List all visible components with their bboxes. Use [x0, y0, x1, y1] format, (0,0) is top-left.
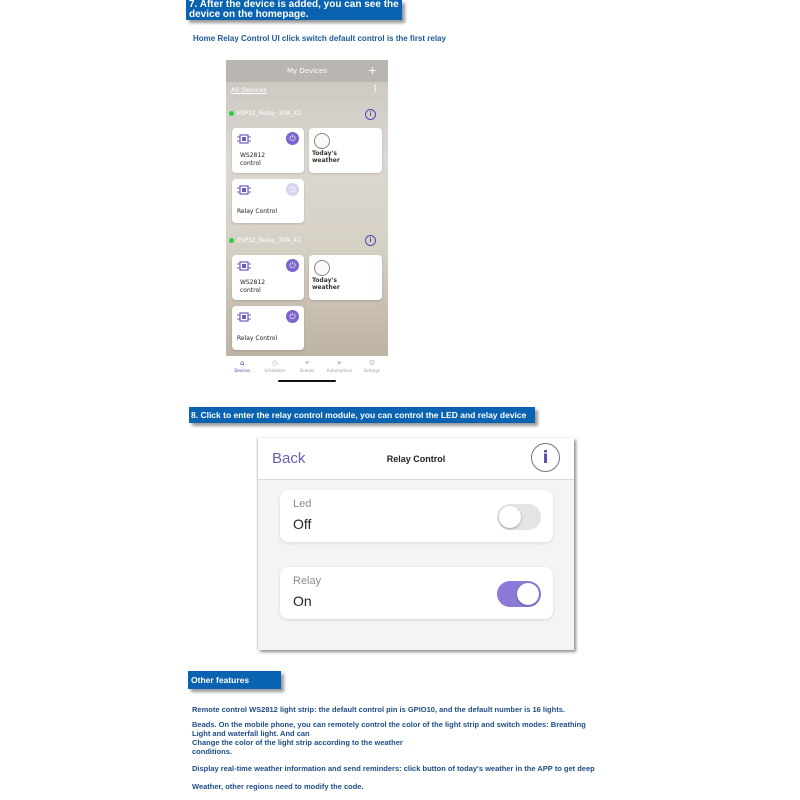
weather-label	[312, 277, 340, 291]
nav-label: Automations	[326, 368, 353, 373]
chip-icon	[237, 260, 251, 272]
online-dot-icon	[229, 111, 234, 116]
weather-icon	[314, 260, 330, 276]
home-icon: ⌂	[239, 359, 245, 367]
relay-label: Relay	[293, 575, 322, 587]
info-icon[interactable]: i	[531, 443, 560, 472]
step7-banner-line2: device on the homepage.	[189, 9, 309, 20]
scenes-icon: ✦	[304, 359, 310, 367]
my-devices-title: My Devices	[287, 67, 327, 75]
back-button[interactable]: Back	[272, 450, 306, 467]
device-group-header	[229, 110, 301, 117]
relay-control-label: Relay Control	[237, 208, 278, 215]
feature-paragraph: Display real-time weather information and send reminders: click button of today's weather in the APP to get deep	[192, 764, 595, 773]
online-dot-icon	[229, 238, 234, 243]
relay-control-card[interactable]	[232, 179, 304, 223]
all-devices-link[interactable]: All Devices	[231, 86, 267, 94]
nav-devices[interactable]	[226, 356, 258, 384]
relay-value: On	[293, 593, 312, 609]
power-icon[interactable]: ⏻	[286, 310, 299, 323]
feature-line: Change the color of the light strip according to the weather	[192, 738, 403, 747]
bottom-nav	[226, 356, 388, 384]
chip-icon	[237, 311, 251, 323]
nav-label: Settings	[363, 368, 381, 373]
power-icon[interactable]: ⏻	[286, 132, 299, 145]
step7-banner	[186, 0, 402, 20]
step7-banner-line1: 7. After the device is added, you can see the	[189, 0, 399, 10]
ws2812-card[interactable]	[232, 128, 304, 173]
feature-line: Light and waterfall light. And can	[192, 729, 310, 738]
send-icon: ➤	[336, 359, 343, 367]
feature-paragraph: Weather, other regions need to modify the code.	[192, 782, 364, 791]
more-icon[interactable]: ⋮	[371, 84, 379, 93]
step7-subtitle: Home Relay Control UI click switch default control is the first relay	[193, 34, 446, 43]
relay-control-card[interactable]	[232, 306, 304, 350]
weather-card[interactable]	[309, 128, 382, 173]
weather-label-line1: Today's	[312, 277, 337, 284]
toggle-knob	[499, 506, 521, 528]
weather-card[interactable]	[309, 255, 382, 300]
led-label: Led	[293, 498, 312, 510]
nav-settings[interactable]	[356, 356, 388, 384]
nav-label: Scenes	[299, 368, 315, 373]
device-group-header	[229, 237, 301, 244]
plus-icon[interactable]: +	[367, 64, 377, 77]
nav-label: Schedules	[264, 368, 285, 373]
weather-label-line2: weather	[312, 157, 340, 164]
power-icon[interactable]: ⏻	[286, 183, 299, 196]
ws2812-label-line1: WS2812	[240, 279, 266, 286]
phone-header	[226, 60, 388, 82]
ws2812-label	[240, 279, 265, 295]
feature-line: Beads. On the mobile phone, you can remotely control the color of the light strip and switch modes: Breathing	[192, 720, 586, 729]
panel-header	[258, 438, 574, 480]
led-value: Off	[293, 516, 312, 532]
relay-row	[280, 567, 553, 619]
calendar-icon: ◷	[271, 359, 278, 367]
weather-label	[312, 150, 340, 164]
toggle-knob	[517, 583, 539, 605]
step8-banner: 8. Click to enter the relay control module, you can control the LED and relay device	[189, 407, 535, 423]
weather-label-line1: Today's	[312, 150, 337, 157]
ws2812-label-line1: WS2812	[240, 152, 266, 159]
gear-icon: ⚙	[368, 359, 375, 367]
ws2812-label-line2: control	[240, 160, 261, 167]
device-info-icon[interactable]: i	[365, 109, 376, 120]
phone-screen	[226, 60, 388, 384]
feature-line: conditions.	[192, 747, 232, 756]
panel-title: Relay Control	[386, 454, 446, 464]
relay-toggle[interactable]	[497, 581, 541, 607]
home-indicator	[278, 380, 336, 382]
nav-label: Devices	[234, 368, 251, 373]
ws2812-label-line2: control	[240, 287, 261, 294]
device-name: ESP32_Relay_30A_X1	[237, 237, 302, 244]
feature-paragraph: Remote control WS2812 light strip: the default control pin is GPIO10, and the default number is 16 lights.	[192, 705, 565, 714]
led-toggle[interactable]	[497, 504, 541, 530]
chip-icon	[237, 184, 251, 196]
weather-icon	[314, 133, 330, 149]
ws2812-card[interactable]	[232, 255, 304, 300]
chip-icon	[237, 133, 251, 145]
device-info-icon[interactable]: i	[365, 235, 376, 246]
other-features-banner: Other features	[188, 671, 281, 689]
weather-label-line2: weather	[312, 284, 340, 291]
relay-control-panel	[258, 438, 574, 650]
feature-paragraph	[192, 720, 586, 756]
ws2812-label	[240, 152, 265, 168]
power-icon[interactable]: ⏻	[286, 259, 299, 272]
relay-control-label: Relay Control	[237, 335, 278, 342]
device-name: ESP32_Relay_30A_X2	[237, 110, 302, 117]
led-row	[280, 490, 553, 542]
